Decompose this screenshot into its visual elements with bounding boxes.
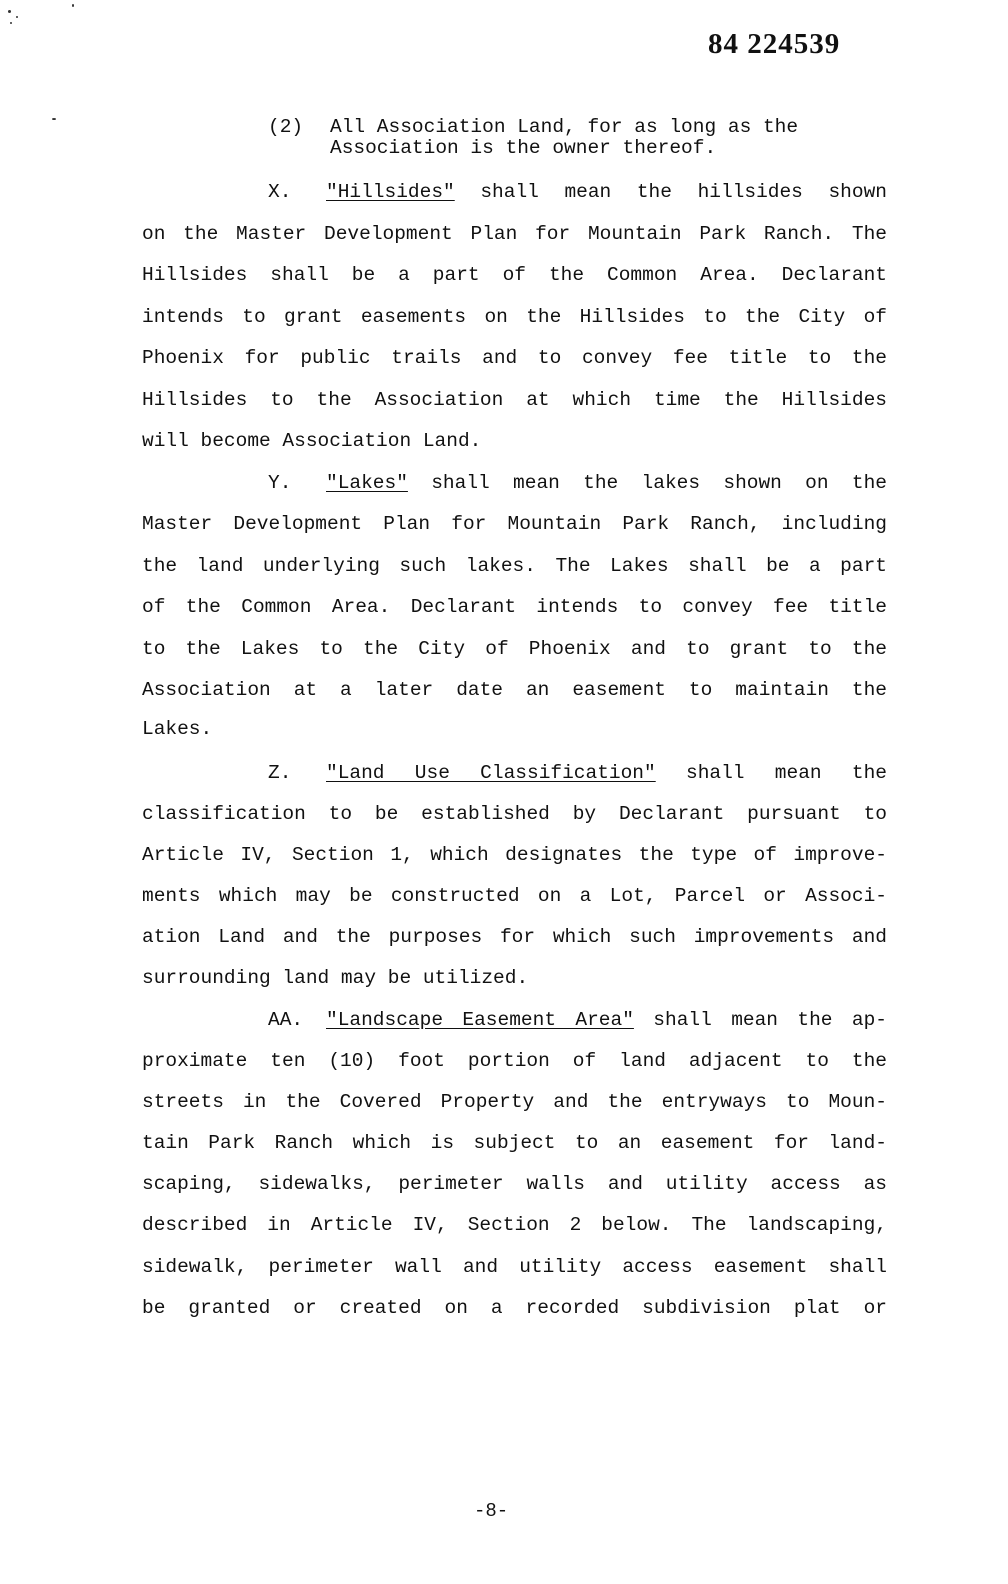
- definition-label: Y.: [268, 472, 292, 494]
- definition-lead-text: shall mean the: [655, 762, 887, 784]
- text-line: sidewalk, perimeter wall and utility access easement shall: [142, 1256, 887, 1278]
- text-line: Master Development Plan for Mountain Park Ranch, including: [142, 513, 887, 535]
- text-line: ation Land and the purposes for which such improvements and: [142, 926, 887, 948]
- definition-x-lead: [268, 180, 887, 204]
- text-line: Hillsides to the Association at which time the Hillsides: [142, 389, 887, 411]
- scan-speck: [8, 10, 11, 13]
- definition-label: AA.: [268, 1009, 304, 1031]
- list-item-number: (2): [268, 116, 304, 138]
- scan-speck: [52, 118, 56, 120]
- text-line: All Association Land, for as long as the: [330, 116, 799, 138]
- text-line: described in Article IV, Section 2 below. The landscaping,: [142, 1214, 887, 1236]
- defined-term: "Lakes": [326, 472, 408, 494]
- text-line: scaping, sidewalks, perimeter walls and utility access as: [142, 1173, 887, 1195]
- scan-speck: [16, 16, 18, 18]
- scan-speck: [72, 4, 74, 7]
- document-number: 84 224539: [708, 28, 841, 60]
- definition-aa-lead: [268, 1008, 887, 1032]
- text-line: to the Lakes to the City of Phoenix and to grant to the: [142, 638, 887, 660]
- text-line: intends to grant easements on the Hillsides to the City of: [142, 306, 887, 328]
- list-item-text: [330, 117, 850, 159]
- page-number: -8-: [474, 1500, 509, 1522]
- definition-z-lead: [268, 761, 887, 785]
- text-line: Hillsides shall be a part of the Common Area. Declarant: [142, 264, 887, 286]
- text-line: Lakes.: [142, 718, 213, 740]
- defined-term: "Landscape Easement Area": [326, 1009, 634, 1031]
- definition-label: Z.: [268, 762, 292, 784]
- text-line: Article IV, Section 1, which designates the type of improve-: [142, 844, 887, 866]
- text-line: the land underlying such lakes. The Lakes shall be a part: [142, 555, 887, 577]
- text-line: Association is the owner thereof.: [330, 137, 717, 159]
- text-line: be granted or created on a recorded subdivision plat or: [142, 1297, 887, 1319]
- text-line: classification to be established by Declarant pursuant to: [142, 803, 887, 825]
- definition-lead-text: shall mean the ap-: [633, 1009, 887, 1031]
- definition-y-lead: [268, 471, 887, 495]
- text-line: tain Park Ranch which is subject to an easement for land-: [142, 1132, 887, 1154]
- text-line: streets in the Covered Property and the entryways to Moun-: [142, 1091, 887, 1113]
- text-line: on the Master Development Plan for Mountain Park Ranch. The: [142, 223, 887, 245]
- text-line: of the Common Area. Declarant intends to convey fee title: [142, 596, 887, 618]
- definition-lead-text: shall mean the hillsides shown: [454, 181, 887, 203]
- text-line: ments which may be constructed on a Lot, Parcel or Associ-: [142, 885, 887, 907]
- defined-term: "Hillsides": [326, 181, 455, 203]
- text-line: surrounding land may be utilized.: [142, 967, 529, 989]
- definition-label: X.: [268, 181, 292, 203]
- scan-speck: [10, 22, 12, 24]
- text-line: Association at a later date an easement to maintain the: [142, 679, 887, 701]
- definition-lead-text: shall mean the lakes shown on the: [407, 472, 887, 494]
- text-line: proximate ten (10) foot portion of land adjacent to the: [142, 1050, 887, 1072]
- text-line: will become Association Land.: [142, 430, 482, 452]
- text-line: Phoenix for public trails and to convey fee title to the: [142, 347, 887, 369]
- defined-term: "Land Use Classification": [326, 762, 656, 784]
